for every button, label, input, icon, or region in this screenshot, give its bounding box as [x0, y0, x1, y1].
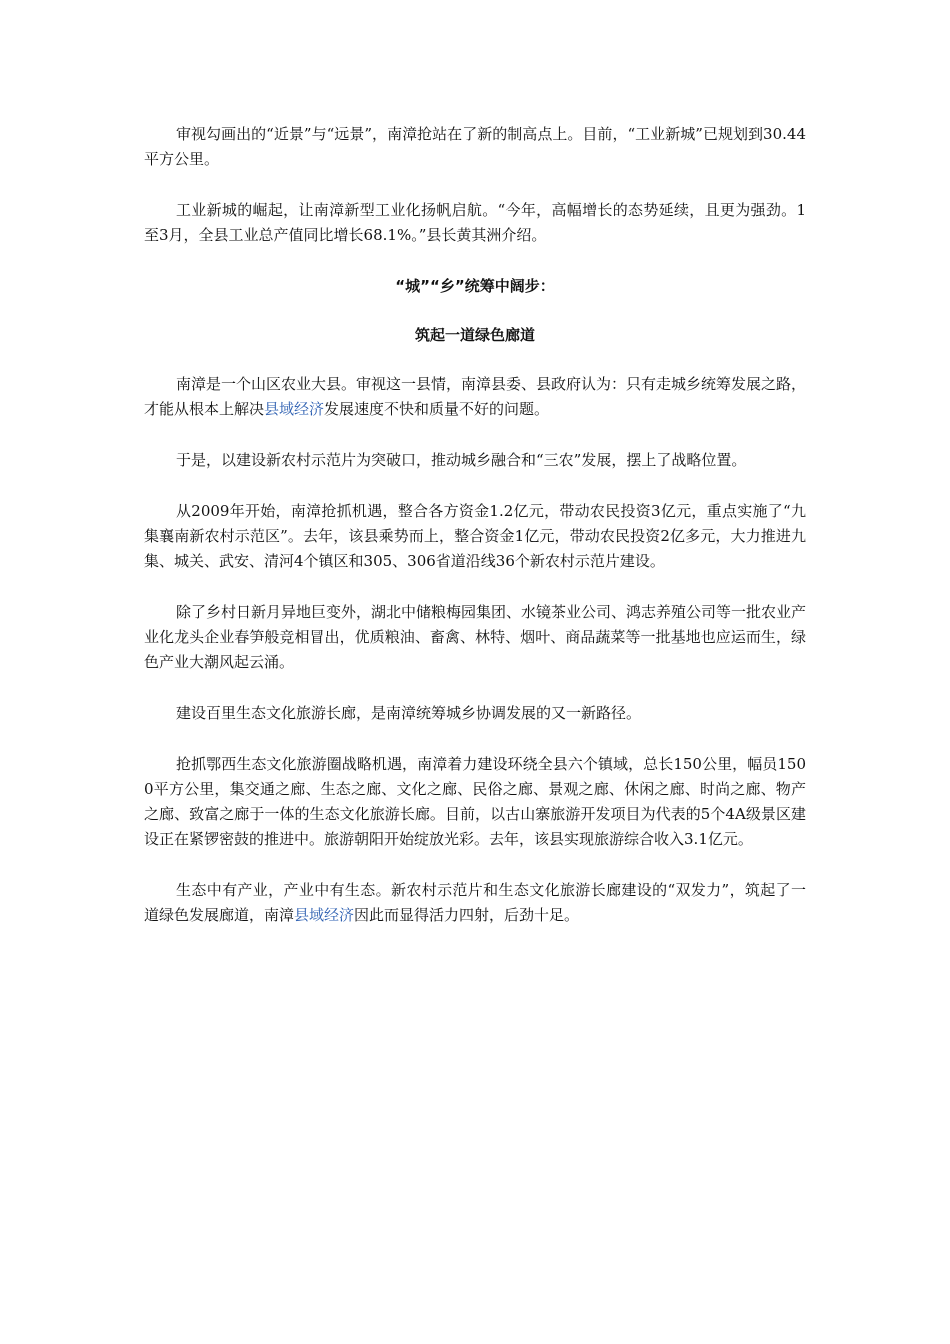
paragraph-7: 建设百里生态文化旅游长廊，是南漳统筹城乡协调发展的又一新路径。 [176, 704, 642, 722]
paragraph-3-text-end: 发展速度不快和质量不好的问题。 [324, 400, 550, 418]
paragraph-1: 审视勾画出的“近景”与“远景”，南漳抢站在了新的制高点上。目前，“工业新城”已规划到30.44平方公里。 [144, 125, 806, 168]
county-economy-link[interactable]: 县域经济 [264, 400, 325, 418]
paragraph-3-text-start: 南漳是一个山区农业大县。审视这一县情，南漳县委、县政府认为：只有走城乡统筹发展之路，才能从根本上解决 [144, 375, 807, 418]
paragraph-4: 于是，以建设新农村示范片为突破口，推动城乡融合和“三农”发展，摆上了战略位置。 [176, 451, 747, 469]
section-heading-line-1: “城”“乡”统筹中阔步： [395, 277, 555, 295]
paragraph-5: 从2009年开始，南漳抢抓机遇，整合各方资金1.2亿元，带动农民投资3亿元，重点实施了“九集襄南新农村示范区”。去年，该县乘势而上，整合资金1亿元，带动农民投资2亿多元，大力推进九集、城关、武安、清河4个镇区和305、306省道沿线36个新农村示范片建设。 [144, 502, 806, 570]
paragraph-9-text-start: 生态中有产业，产业中有生态。新农村示范片和生态文化旅游长廊建设的“双发力”，筑起了一道绿色发展廊道，南漳 [144, 881, 806, 924]
paragraph-9 [144, 878, 806, 928]
paragraph-2: 工业新城的崛起，让南漳新型工业化扬帆启航。“今年，高幅增长的态势延续，且更为强劲。1至3月，全县工业总产值同比增长68.1%。”县长黄其洲介绍。 [144, 201, 806, 244]
article-body [144, 122, 806, 954]
paragraph-9-text-end: 因此而显得活力四射，后劲十足。 [354, 906, 580, 924]
paragraph-6: 除了乡村日新月异地巨变外，湖北中储粮梅园集团、水镜茶业公司、鸿志养殖公司等一批农业产业化龙头企业春笋般竞相冒出，优质粮油、畜禽、林特、烟叶、商品蔬菜等一批基地也应运而生，绿色产业大潮风起云涌。 [144, 603, 807, 671]
county-economy-link-2[interactable]: 县域经济 [294, 906, 355, 924]
section-heading-line-2: 筑起一道绿色廊道 [414, 326, 535, 344]
paragraph-8: 抢抓鄂西生态文化旅游圈战略机遇，南漳着力建设环绕全县六个镇域，总长150公里，幅员1500平方公里，集交通之廊、生态之廊、文化之廊、民俗之廊、景观之廊、休闲之廊、时尚之廊、物产之廊、致富之廊于一体的生态文化旅游长廊。目前，以古山寨旅游开发项目为代表的5个4A级景区建设正在紧锣密鼓的推进中。旅游朝阳开始绽放光彩。去年，该县实现旅游综合收入3.1亿元。 [144, 755, 806, 848]
paragraph-3 [144, 372, 806, 422]
